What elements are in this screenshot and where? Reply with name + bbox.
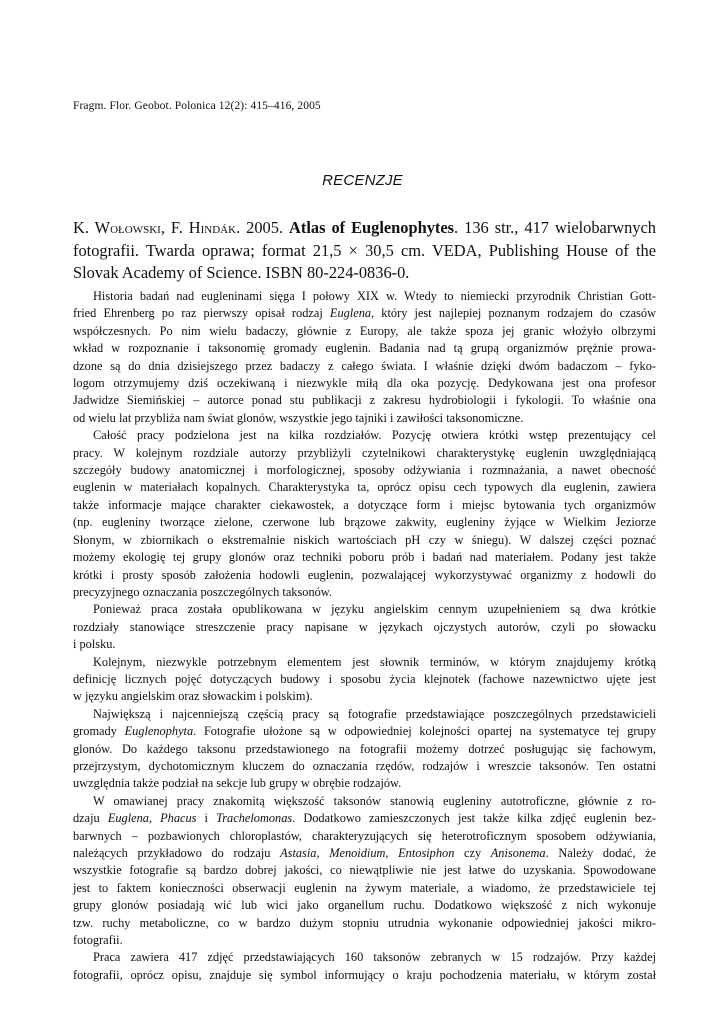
text-line: Praca zawiera 417 zdjęć przedstawiających 160 taksonów zebranych w 15 rodzajów. Przy każdej [93,950,656,965]
journal-citation: Fragm. Flor. Geobot. Polonica 12(2): 415–416, 2005 [73,100,321,112]
text-line: gromady Euglenophyta. Fotografie ułożone są w odpowiedniej kolejności opartej na systematyce tej grupy [73,724,656,739]
paragraph [73,793,656,950]
paragraph [73,601,656,653]
text-line: szczegóły budowy anatomicznej i morfologicznej, sposoby odżywiania i rozmnażania, a nawet obecność [73,463,656,478]
text-line: Jadwidze Siemińskiej – autorce ponad stu publikacji z zakresu hydrobiologii i fykologii. To właśnie ona [73,393,656,408]
text-line: Słonym, w zbiornikach o ekstremalnie niskich wartościach pH czy w śniegu). W dalszej części poznać [73,532,656,547]
text-line: rozdziały stanowiące streszczenie pracy napisane w językach ojczystych autorów, czyli po słowacku [73,619,656,634]
text-line: Historia badań nad eugleninami sięga I połowy XIX w. Wtedy to niemiecki przyrodnik Christian Gott- [93,289,656,303]
text-line: krótki i prosty sposób założenia hodowli euglenin, pozwalającej wykorzystywać organizmy z hodowli do [73,567,656,582]
text-line: możemy ekologię tej grupy glonów oraz techniki poboru prób i badań nad materiałem. Podany jest także [73,550,656,565]
text-line: od wielu lat przybliża nam świat glonów, wszystkie jego tajniki i zawiłości taksonomiczne. [73,410,524,425]
text-line: (np. eugleniny tworzące zielone, czerwone lub brązowe zakwity, eugleniny żyjące w Wielkim Jeziorze [73,515,656,530]
text-line: fotografii. [73,933,123,948]
text-line: Całość pracy podzielona jest na kilka rozdziałów. Pozycję otwiera krótki wstęp prezentujący cel [93,428,656,443]
review-body [73,288,656,984]
text-line: W omawianej pracy znakomitą większość taksonów stanowią eugleniny autotroficzne, głównie z ro- [93,793,656,808]
text-line: dzone są do dnia dzisiejszego przez badaczy z całego świata. I właśnie dzięki dwóm badaczom – fyko- [73,358,656,373]
text-line: uwzględnia także podział na sekcje lub grupy w obrębie rodzajów. [73,776,402,791]
text-line: i polsku. [73,637,116,652]
text-line: przejrzystym, dychotomicznym kluczem do oznaczania rzędów, rodzajów i wreszcie taksonów. Ten ostatni [73,758,656,773]
text-line: barwnych – pozbawionych chloroplastów, charakteryzujących się heterotroficznym sposobem odżywiania, [73,828,656,843]
review-details: . 136 str., 417 wielobarwnych fotografii. Twarda oprawa; format 21,5 × 30,5 cm. VEDA, Publishing House of the Slovak Academy of Science. ISBN 80-224-0836-0. [73,218,656,282]
text-line: Największą i najcenniejszą częścią pracy są fotografie przedstawiające poszczególnych przedstawicieli [93,706,656,721]
paragraph [73,654,656,706]
section-title: RECENZJE [322,172,403,189]
text-line: fried Ehrenberg po raz pierwszy opisał rodzaj Euglena, który jest najlepiej poznanym rodzajem do czasów [73,306,656,321]
text-line: precyzyjnego oznaczania poszczególnych taksonów. [73,584,332,599]
paragraph [73,427,656,601]
text-line: należących przykładowo do rodzaju Astasia, Menoidium, Entosiphon czy Anisonema. Należy dodać, że [73,846,657,860]
text-line: logom otrzymujemy dziś oczekiwaną i niezwykle miłą dla oka pozycję. Dedykowana jest ona profesor [73,376,656,391]
text-line: grupy glonów posiadają wić lub wici jako organellum ruchu. Dodatkowo większość z nich wykonuje [73,898,656,913]
text-line: także informacje mające charakter ciekawostek, a dotyczące form i miejsc bytowania tych organizmów [73,497,656,512]
text-line: euglenin w materiałach kopalnych. Charakterystyka ta, oprócz opisu cech typowych dla euglenin, zawiera [73,480,656,495]
review-citation [73,217,656,285]
paragraph [73,706,656,793]
text-line: Kolejnym, niezwykle potrzebnym elementem jest słownik terminów, w którym znajdujemy krótką [93,654,656,669]
paragraph [73,949,656,984]
text-line: definicję licznych pojęć dotyczących budowy i sposobu życia klejnotek (fachowe nazewnictwo ujęte jest [73,671,656,686]
text-line: dzaju Euglena, Phacus i Trachelomonas. Dodatkowo zamieszczonych jest także kilka zdjęć euglenin bez- [73,811,656,826]
text-line: tzw. ruchy metaboliczne, co w bardzo dużym stopniu utrudnia wykonanie odpowiedniej jakości mikro- [73,915,656,930]
review-authors: K. Wołowski, F. Hindák. 2005. [73,218,284,237]
text-line: współczesnych. Po nim wielu badaczy, głównie z Europy, ale także spoza jej granic włożyło olbrzymi [73,323,656,338]
text-line: jest to faktem konieczności obserwacji euglenin na żywym materiale, a wiadomo, że przedstawiciele tej [73,880,656,895]
paragraph [73,288,656,427]
text-line: wszystkie fotografie są bardzo dobrej jakości, co niewątpliwie nie jest łatwe do uzyskania. Spowodowane [73,863,656,878]
text-line: w języku angielskim oraz słowackim i polskim). [73,689,313,704]
review-book-title: Atlas of Euglenophytes [289,218,455,237]
text-line: Ponieważ praca została opublikowana w języku angielskim cennym uzupełnieniem są dwa krótkie [93,602,656,617]
text-line: fotografii, oprócz opisu, znajduje się symbol informujący o kraju pochodzenia materiału, w którym został [73,967,656,982]
text-line: glonów. Do każdego taksonu przedstawionego na fotografii możemy dotrzeć posługując się fachowym, [73,741,656,756]
text-line: pracy. W kolejnym rozdziale autorzy przybliżyli czytelnikowi charakterystykę euglenin uwzględniającą [73,445,656,460]
text-line: wkład w rozpoznanie i taksonomię gromady euglenin. Badania nad tą grupą organizmów prężnie prowa- [73,341,656,356]
